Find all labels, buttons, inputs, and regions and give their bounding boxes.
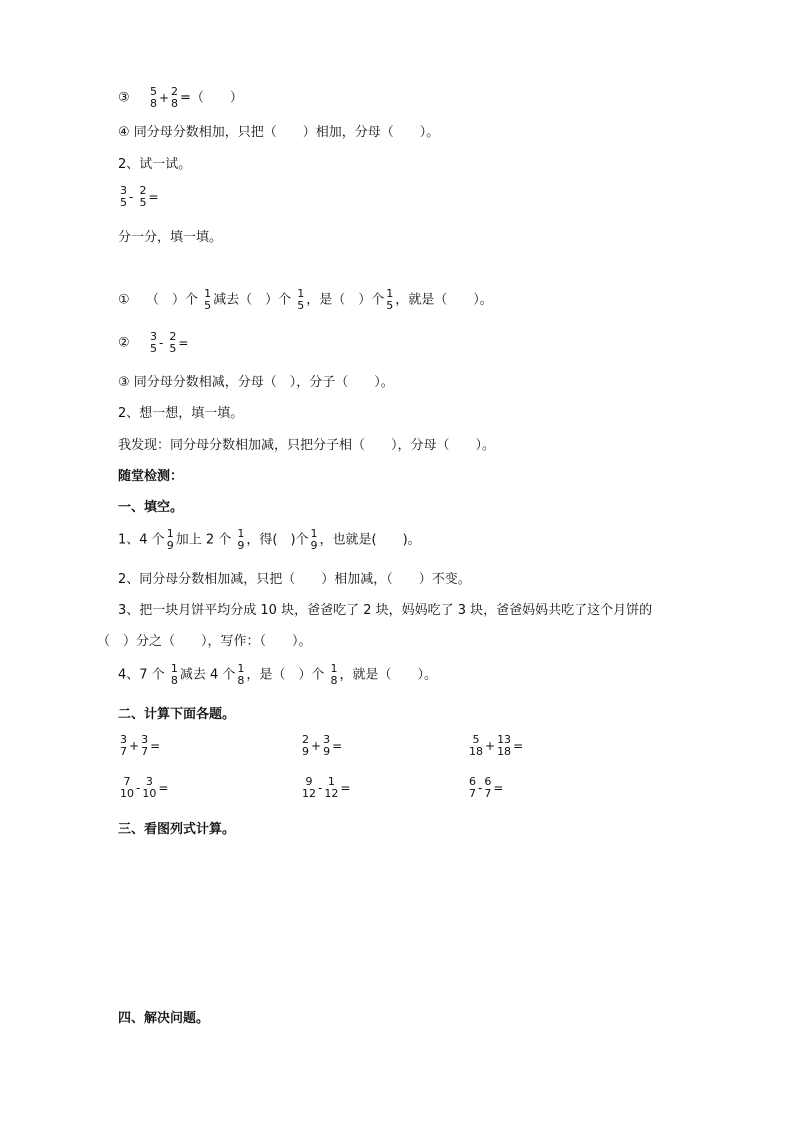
calc-problem-2: 2 9 + 3 9 =	[302, 733, 343, 758]
fraction: 1 8	[170, 662, 178, 687]
fraction: 1 5	[386, 287, 394, 312]
calc-problem-1: 3 7 + 3 7 =	[120, 733, 161, 758]
fraction: 1 8	[237, 662, 245, 687]
subtraction-item-3: ③ 同分母分数相减，分母（ ），分子（ ）。	[118, 375, 394, 390]
calc-problem-3: 5 18 + 13 18 =	[469, 733, 524, 758]
fill-item-1: 1、4 个 1 9 加上 2 个 1 9 ，得( )个 1 9 ，也就是( )。	[118, 527, 421, 552]
fraction: 1 5	[297, 287, 305, 312]
subtraction-item-2: ② 3 5 - 2 5 =	[118, 330, 189, 355]
divide-fill-heading: 分一分，填一填。	[118, 230, 223, 245]
calculation-grid	[0, 734, 794, 814]
fraction: 3 5	[120, 184, 127, 209]
fill-item-2: 2、同分母分数相加减，只把（ ）相加减，（ ）不变。	[118, 572, 471, 587]
fill-item-4: 4、7 个 1 8 减去 4 个 1 8 ，是（ ）个 1 8 ，就是（ ）。	[118, 662, 438, 687]
section-2-heading: 二、计算下面各题。	[118, 707, 236, 722]
try-heading: 2、试一试。	[118, 157, 192, 172]
fill-item-3-line-1: 3、把一块月饼平均分成 10 块，爸爸吃了 2 块，妈妈吃了 3 块，爸爸妈妈共吃了这个月饼的	[118, 603, 653, 618]
item-marker: ②	[118, 335, 130, 351]
fraction: 2 5	[139, 184, 147, 209]
addition-item-4: ④ 同分母分数相加，只把（ ）相加，分母（ ）。	[118, 125, 440, 140]
fraction: 1 9	[237, 527, 245, 552]
blank: =（ ）	[180, 90, 243, 106]
think-heading: 2、想一想，填一填。	[118, 406, 244, 421]
section-4-heading: 四、解决问题。	[118, 1011, 210, 1026]
fraction: 3 5	[149, 330, 157, 355]
fraction: 1 8	[330, 662, 338, 687]
fraction: 5 8	[149, 85, 157, 110]
fraction: 1 9	[166, 527, 174, 552]
calc-problem-4: 7 10 - 3 10 =	[120, 775, 169, 800]
try-expression: 3 5 - 2 5 =	[120, 184, 159, 209]
calc-problem-5: 9 12 - 1 12 =	[302, 775, 351, 800]
section-1-heading: 一、填空。	[118, 500, 184, 515]
fraction: 1 9	[310, 527, 318, 552]
discovery-text: 我发现：同分母分数相加减，只把分子相（ ），分母（ ）。	[118, 438, 496, 453]
subtraction-item-1: ① （ ）个 1 5 减去（ ）个 1 5 ，是（ ）个 1 5 ，就是（ ）。	[118, 287, 493, 312]
fraction: 2 8	[171, 85, 178, 110]
item-marker: ③	[118, 90, 130, 106]
test-heading: 随堂检测：	[118, 469, 184, 484]
fraction: 1 5	[204, 287, 212, 312]
addition-item-3: ③ 5 8 + 2 8 =（ ）	[118, 85, 243, 110]
fill-item-3-line-2: （ ）分之（ ），写作：（ ）。	[97, 634, 312, 649]
calc-problem-6: 6 7 - 6 7 =	[469, 775, 504, 800]
fraction: 2 5	[169, 330, 177, 355]
item-marker: ①	[118, 292, 130, 308]
section-3-heading: 三、看图列式计算。	[118, 822, 236, 837]
